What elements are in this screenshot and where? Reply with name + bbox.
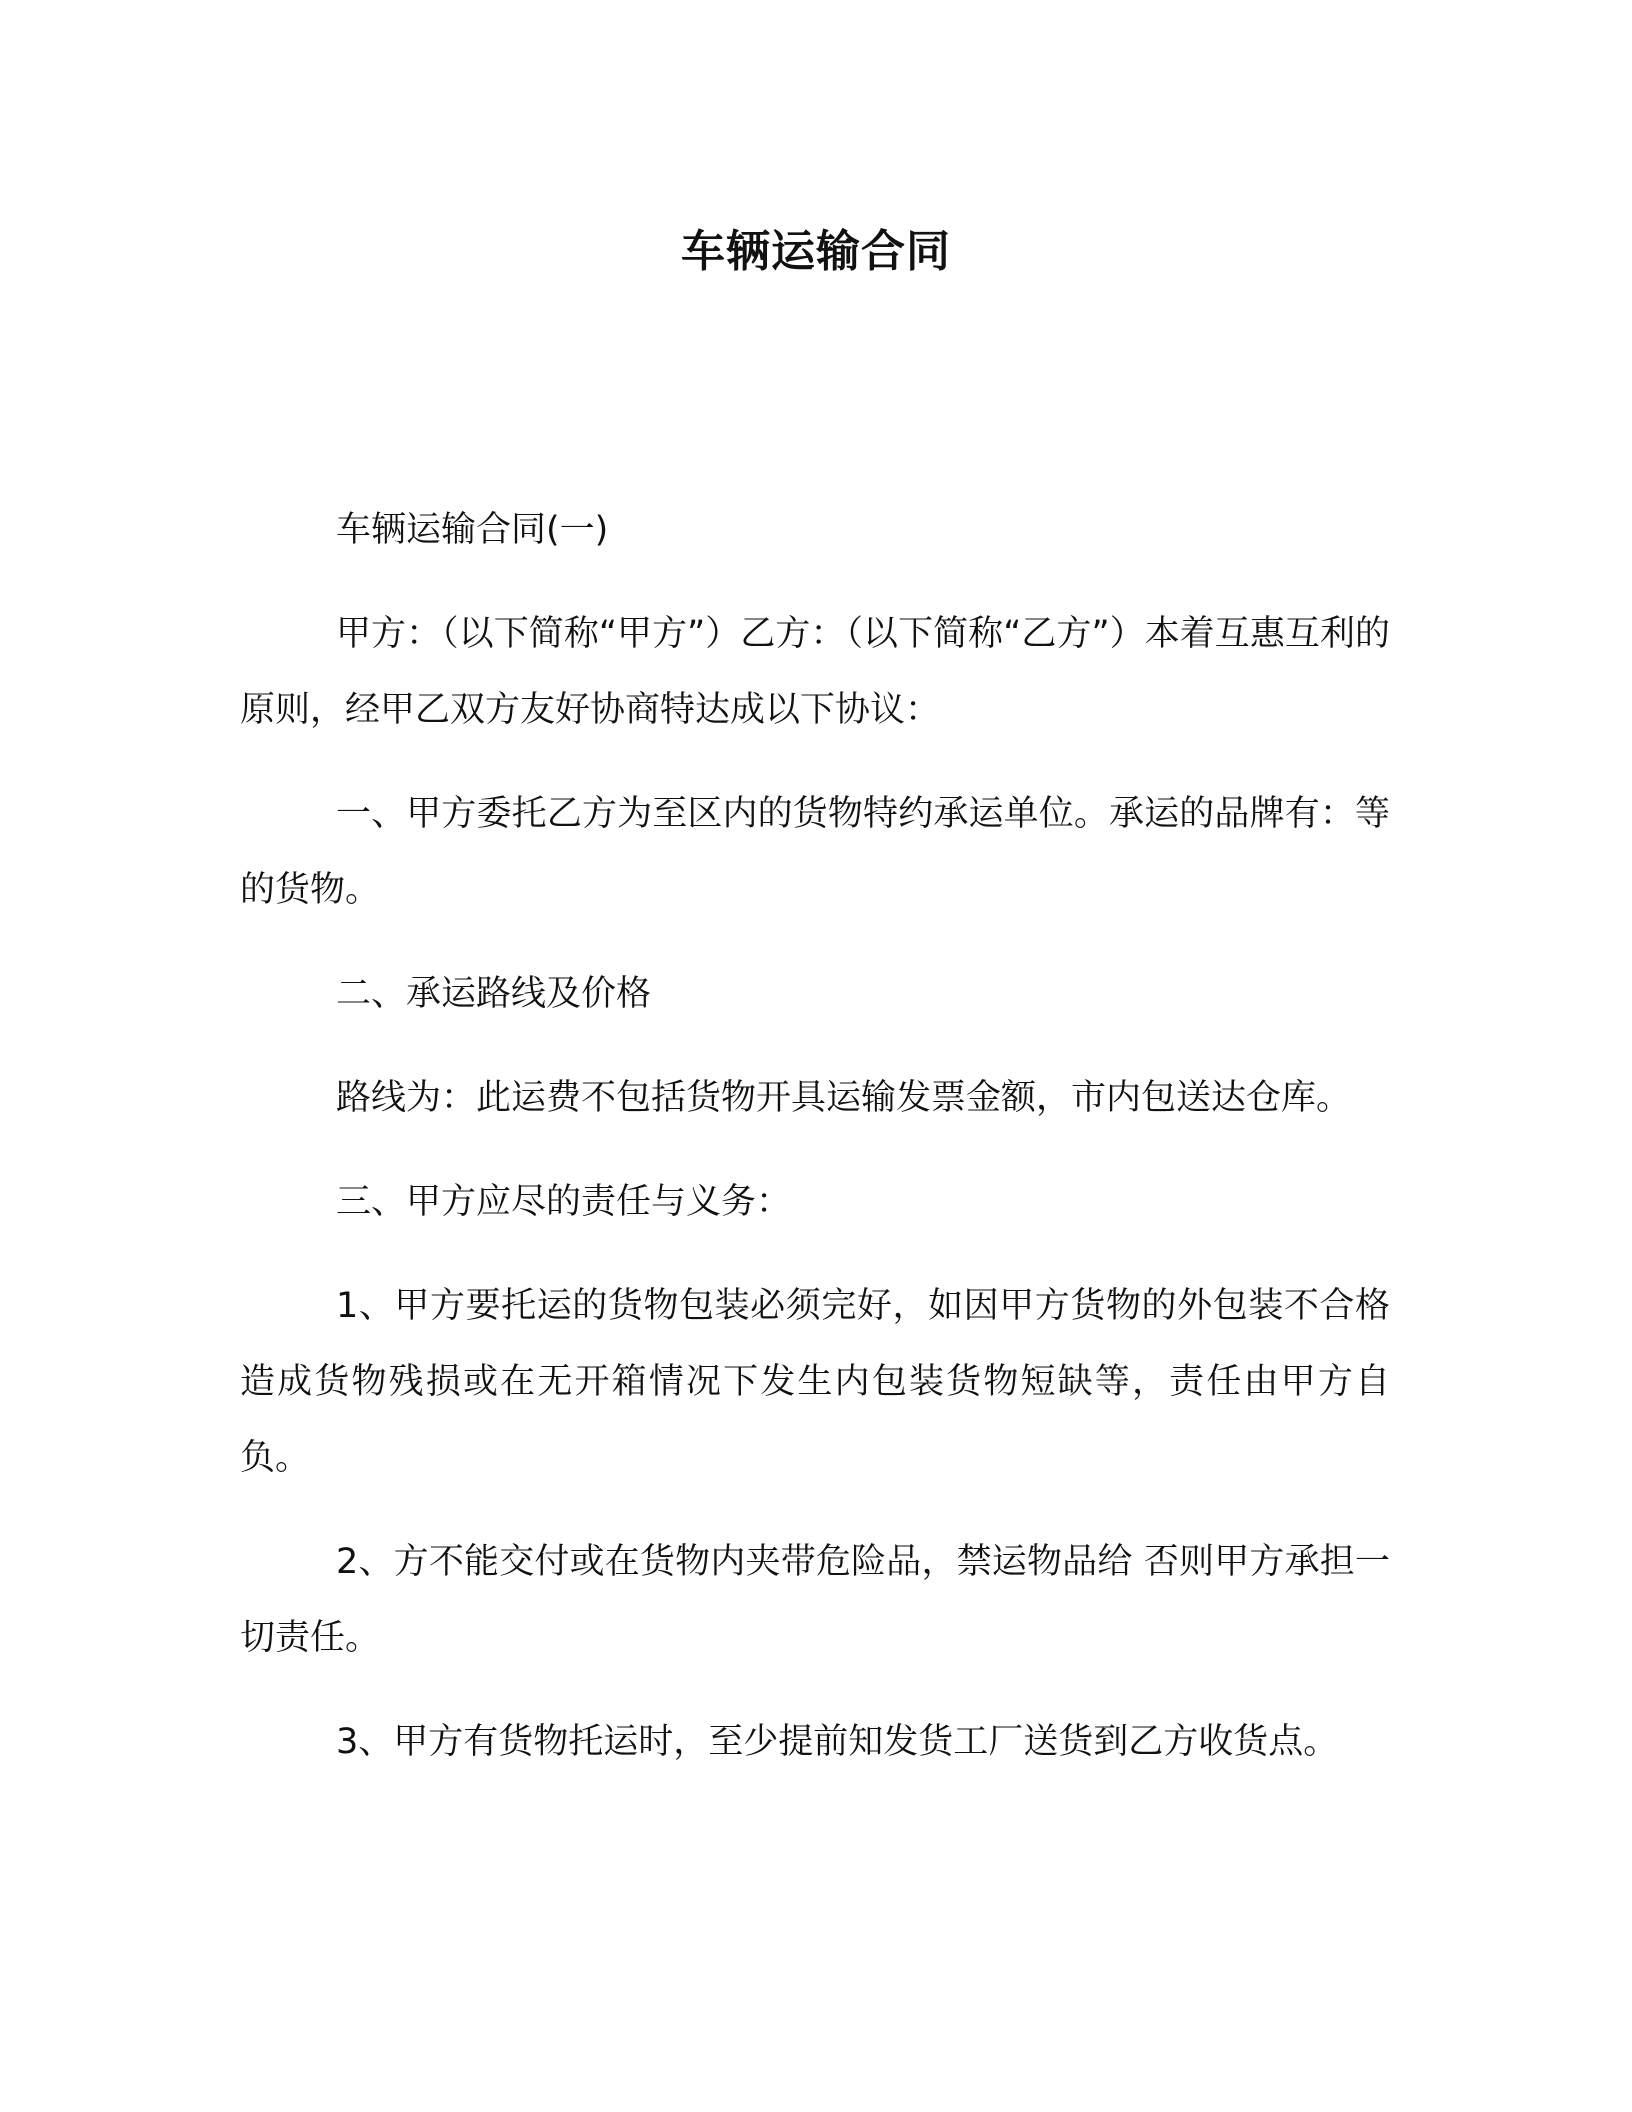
clause-3-heading: 三、甲方应尽的责任与义务： — [336, 1182, 792, 1222]
clause-3-item-3: 3、甲方有货物托运时，至少提前知发货工厂送货到乙方收货点。 — [336, 1722, 1339, 1762]
clause-2-heading: 二、承运路线及价格 — [336, 974, 652, 1014]
clause-3-item-1: 1、甲方要托运的货物包装必须完好，如因甲方货物的外包装不合格造成货物残损或在无开箱情况下发生内包装货物短缺等，责任由甲方自负。 — [240, 1286, 1390, 1478]
route-paragraph: 路线为：此运费不包括货物开具运输发票金额，市内包送达仓库。 — [336, 1078, 1352, 1118]
clause-3-item-2: 2、方不能交付或在货物内夹带危险品，禁运物品给 否则甲方承担一切责任。 — [240, 1542, 1390, 1658]
document-title: 车辆运输合同 — [681, 226, 951, 277]
parties-paragraph: 甲方：（以下简称“甲方”）乙方：（以下简称“乙方”）本着互惠互利的原则，经甲乙双方友好协商特达成以下协议： — [240, 614, 1390, 730]
document-body — [240, 492, 1390, 1808]
contract-subtitle: 车辆运输合同(一) — [336, 510, 609, 550]
clause-1: 一、甲方委托乙方为至区内的货物特约承运单位。承运的品牌有：等的货物。 — [240, 794, 1390, 910]
